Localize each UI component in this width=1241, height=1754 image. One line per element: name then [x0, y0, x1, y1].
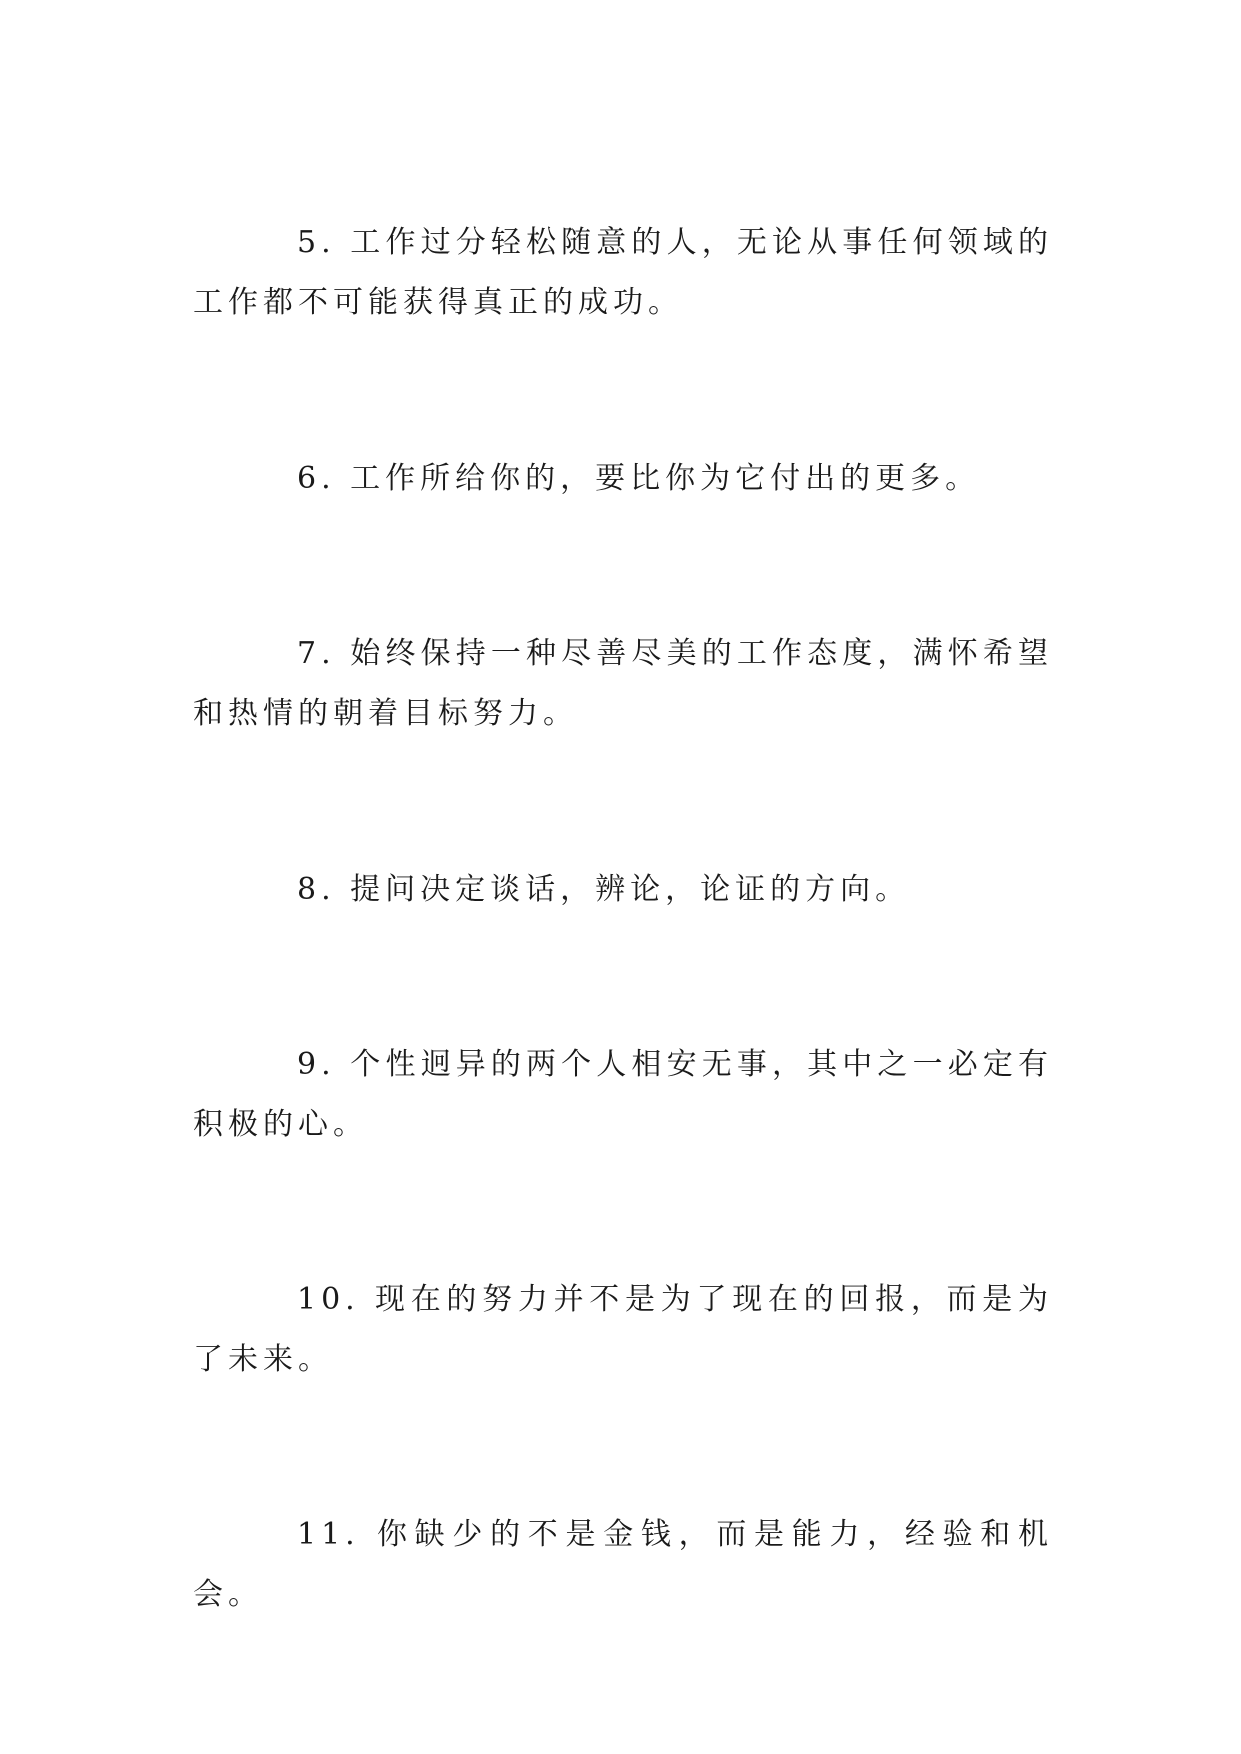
paragraph-9: 9. 个性迥异的两个人相安无事，其中之一必定有积极的心。 — [193, 1047, 1053, 1142]
paragraph-10: 10. 现在的努力并不是为了现在的回报，而是为了未来。 — [193, 1282, 1053, 1377]
paragraph-6: 6. 工作所给你的，要比你为它付出的更多。 — [297, 461, 981, 496]
paragraph-5: 5. 工作过分轻松随意的人，无论从事任何领域的工作都不可能获得真正的成功。 — [193, 225, 1053, 320]
paragraph-8: 8. 提问决定谈话，辨论，论证的方向。 — [297, 872, 911, 907]
paragraph-7: 7. 始终保持一种尽善尽美的工作态度，满怀希望和热情的朝着目标努力。 — [193, 636, 1053, 731]
paragraph-11: 11. 你缺少的不是金钱，而是能力，经验和机会。 — [193, 1517, 1053, 1612]
